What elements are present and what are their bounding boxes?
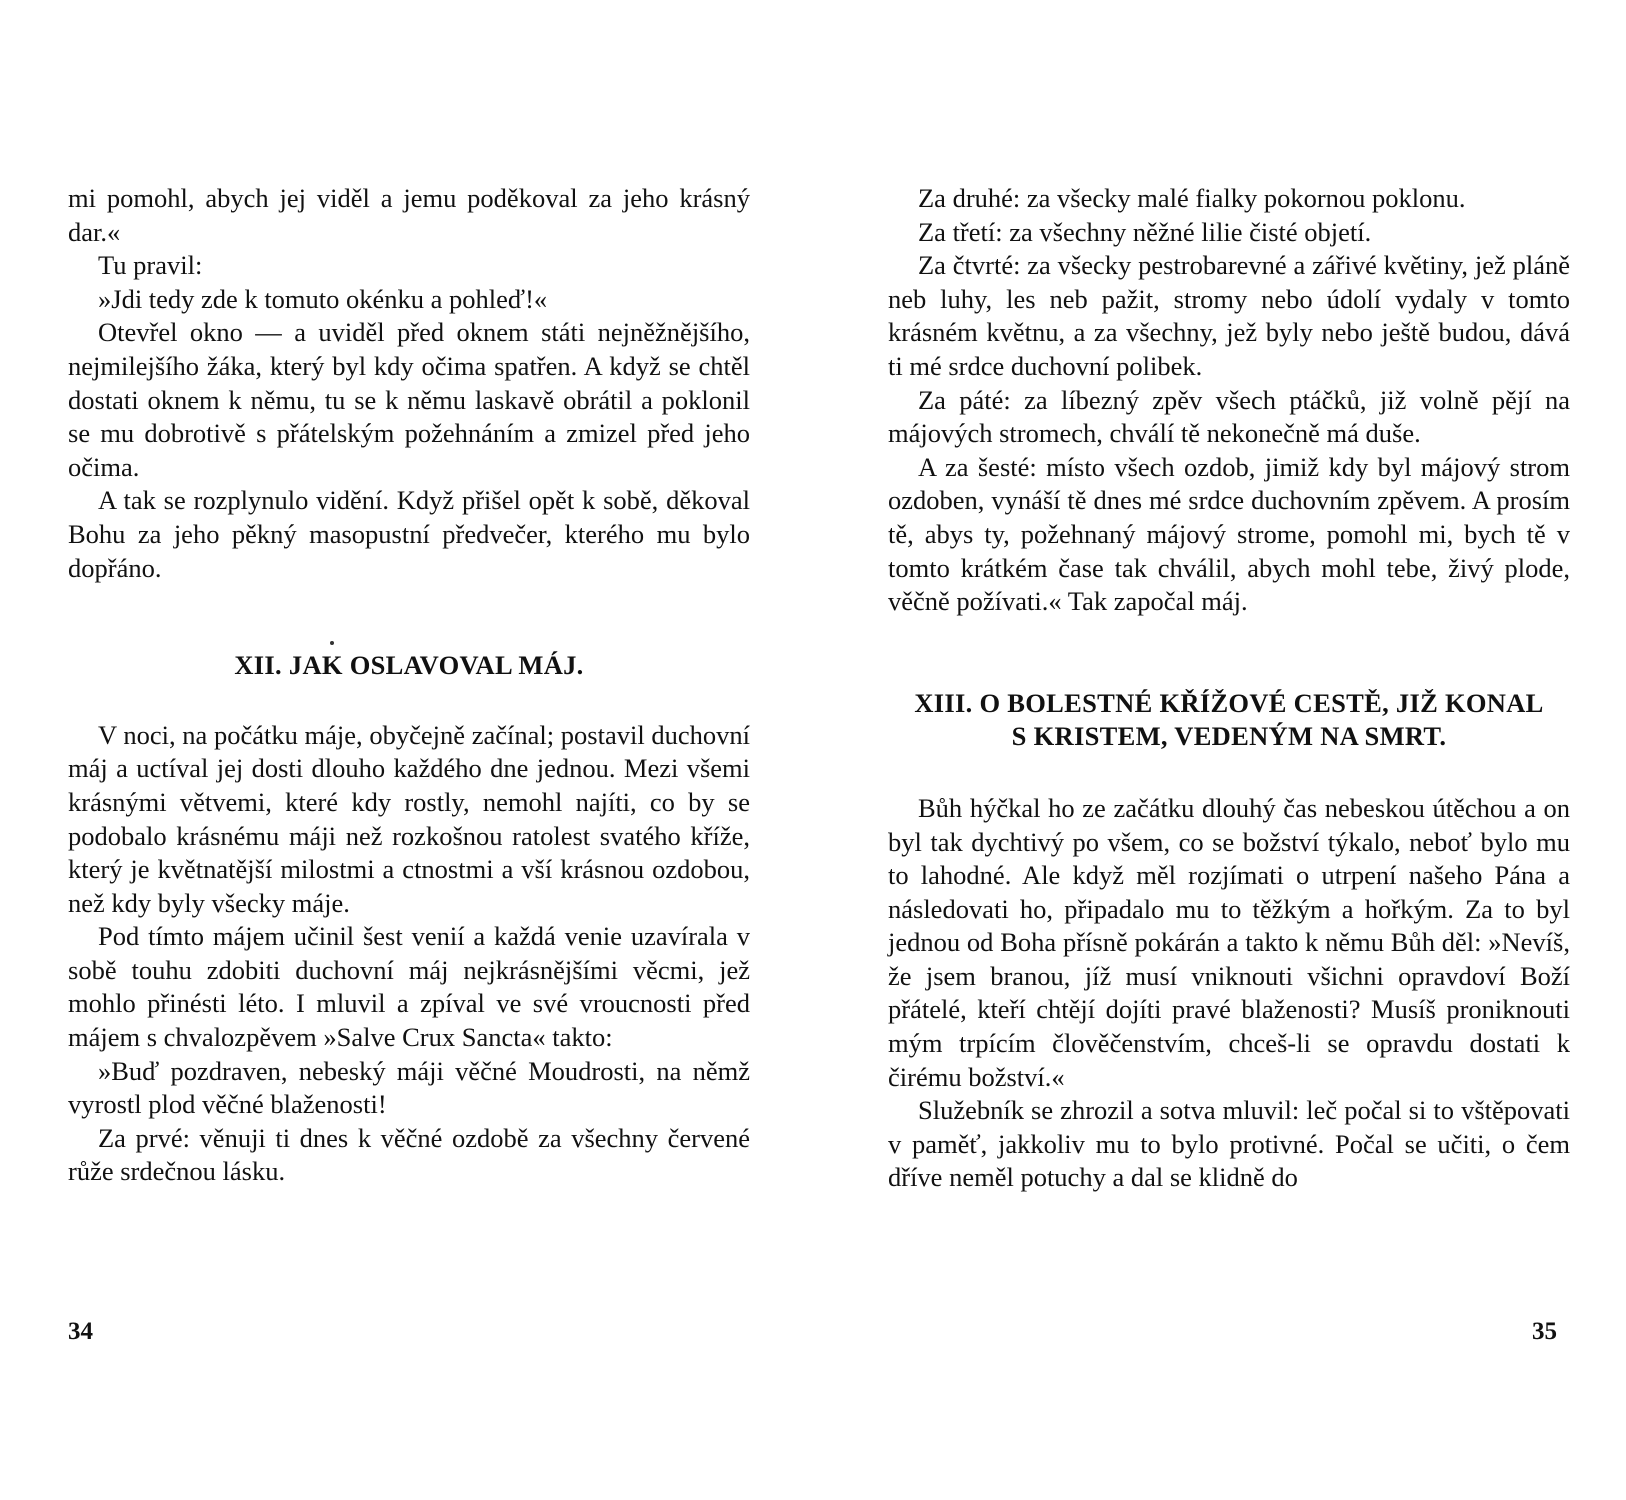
- paragraph: »Buď pozdraven, nebeský máji věčné Moudrosti, na němž vyrostl plod věčné blaženosti!: [68, 1055, 750, 1120]
- paragraph: Bůh hýčkal ho ze začátku dlouhý čas nebeskou útěchou a on byl tak dychtivý po všem, co se božství týkalo, neboť bylo mu to lahodné. Ale když měl rozjímati o utrpení našeho Pána a následovati ho, připadalo mu to těžkým a hořkým. Za to byl jednou od Boha přísně pokárán a takto k němu Bůh děl: »Nevíš, že jsem branou, jíž musí vniknouti všichni opravdoví Boží přátelé, kteří chtějí dojíti pravé blaženosti? Musíš proniknouti mým trpícím člověčenstvím, chceš-li se opravdu dostati k čirému božství.«: [888, 792, 1570, 1092]
- chapter-heading: [888, 687, 1570, 754]
- paragraph: Otevřel okno — a uviděl před oknem státi nejněžnějšího, nejmilejšího žáka, který byl kdy očima spatřen. A když se chtěl dostati oknem k němu, tu se k němu laskavě obrátil a poklonil se mu dobrotivě s přátelským požehnáním a zmizel před jeho očima.: [68, 317, 750, 482]
- page-number: 35: [1532, 1318, 1557, 1345]
- paragraph: Za prvé: věnuji ti dnes k věčné ozdobě za všechny červené růže srdečnou lásku.: [68, 1122, 750, 1187]
- paragraph: V noci, na počátku máje, obyčejně začínal; postavil duchovní máj a uctíval jej dosti dlouho každého dne jednou. Mezi všemi krásnými větvemi, které kdy rostly, nemohl najíti, co by se podobalo krásnému máji než rozkošnou ratolest svatého kříže, který je květnatější milostmi a ctnostmi a vší krásnou ozdobou, než kdy byly všecky máje.: [68, 719, 750, 918]
- stray-dot: [330, 641, 334, 645]
- paragraph: »Jdi tedy zde k tomuto okénku a pohleď!«: [98, 283, 548, 314]
- paragraph: Za čtvrté: za všecky pestrobarevné a zářivé květiny, jež pláně neb luhy, les neb pažit, stromy nebo údolí vydaly v tomto krásném květnu, a za všechny, jež byly nebo ještě budou, dává ti mé srdce duchovní polibek.: [888, 250, 1570, 381]
- paragraph: Za páté: za líbezný zpěv všech ptáčků, již volně pějí na májových stromech, chválí tě nekonečně má duše.: [888, 384, 1570, 449]
- paragraph: Za třetí: za všechny něžné lilie čisté objetí.: [918, 216, 1372, 247]
- chapter-heading-line: S KRISTEM, VEDENÝM NA SMRT.: [1011, 721, 1447, 752]
- paragraph: Tu pravil:: [98, 250, 203, 281]
- paragraph: Za druhé: za všecky malé fialky pokornou poklonu.: [918, 183, 1466, 213]
- right-page: [888, 182, 1570, 1195]
- page-number: 34: [68, 1318, 93, 1345]
- paragraph: A tak se rozplynulo vidění. Když přišel opět k sobě, děkoval Bohu za jeho pěkný masopustní předvečer, kterého mu bylo dopřáno.: [68, 485, 750, 583]
- chapter-heading: XII. JAK OSLAVOVAL MÁJ.: [234, 650, 584, 681]
- paragraph: mi pomohl, abych jej viděl a jemu poděkoval za jeho krásný dar.«: [68, 183, 750, 247]
- left-page: [68, 182, 750, 1189]
- paragraph: Služebník se zhrozil a sotva mluvil: leč počal si to vštěpovati v paměť, jakkoliv mu to bylo protivné. Počal se učiti, o čem dříve neměl potuchy a dal se klidně do: [888, 1095, 1570, 1193]
- paragraph: Pod tímto májem učinil šest venií a každá venie uzavírala v sobě touhu zdobiti duchovní máj nejkrásnějšími věcmi, jež mohlo přinésti léto. I mluvil a zpíval ve své vroucnosti před májem s chvalozpěvem »Salve Crux Sancta« takto:: [68, 921, 750, 1053]
- chapter-heading-line: XIII. O BOLESTNÉ KŘÍŽOVÉ CESTĚ, JIŽ KONAL: [914, 687, 1544, 718]
- paragraph: A za šesté: místo všech ozdob, jimiž kdy byl májový strom ozdoben, vynáší tě dnes mé srdce duchovním zpěvem. A prosím tě, abys ty, požehnaný májový strome, pomohl mi, bych tě v tomto krátkém čase tak chválil, abych mohl tebe, živý plode, věčně požívati.« Tak započal máj.: [888, 451, 1570, 617]
